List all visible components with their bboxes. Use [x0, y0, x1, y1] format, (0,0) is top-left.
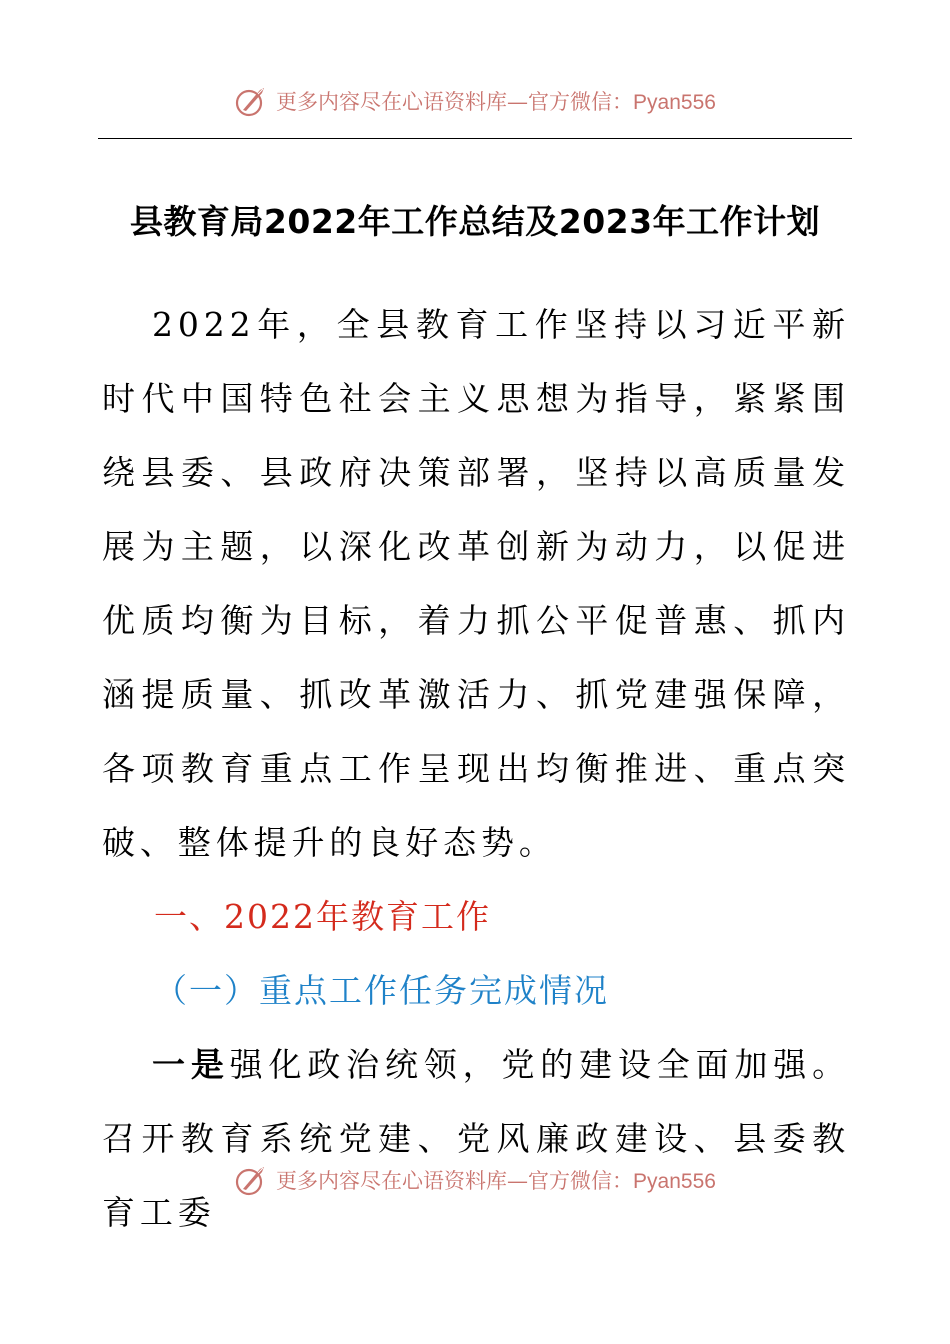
subsection-heading: （一）重点工作任务完成情况	[154, 971, 609, 1010]
document-title: 县教育局2022年工作总结及2023年工作计划	[129, 202, 821, 241]
section-heading: 一、2022年教育工作	[154, 897, 491, 936]
point-one-lead: 一是	[152, 1045, 230, 1084]
page-header-banner	[0, 84, 950, 118]
point-one-paragraph	[102, 1028, 850, 1250]
header-divider	[98, 138, 852, 139]
banner-wechat-id: Pyan556	[633, 1170, 716, 1193]
document-body	[102, 288, 850, 1250]
banner-caption: 更多内容尽在心语资料库—官方微信：	[276, 90, 634, 114]
banner-caption: 更多内容尽在心语资料库—官方微信：	[276, 1169, 634, 1193]
header-banner-text	[276, 86, 716, 116]
intro-paragraph: 2022年，全县教育工作坚持以习近平新时代中国特色社会主义思想为指导，紧紧围绕县委、县政府决策部署，坚持以高质量发展为主题，以深化改革创新为动力，以促进优质均衡为目标，着力抓公平促普惠、抓内涵提质量、抓改革激活力、抓党建强保障，各项教育重点工作呈现出均衡推进、重点突破、整体提升的良好态势。	[102, 305, 850, 862]
banner-wechat-id: Pyan556	[633, 91, 716, 114]
point-one-text: 强化政治统领，党的建设全面加强。召开教育系统党建、党风廉政建设、县委教育工委	[102, 1045, 850, 1232]
quill-pen-logo-icon	[234, 1163, 268, 1197]
footer-banner-text	[276, 1165, 716, 1195]
quill-pen-logo-icon	[234, 84, 268, 118]
page-footer-banner	[0, 1163, 950, 1197]
